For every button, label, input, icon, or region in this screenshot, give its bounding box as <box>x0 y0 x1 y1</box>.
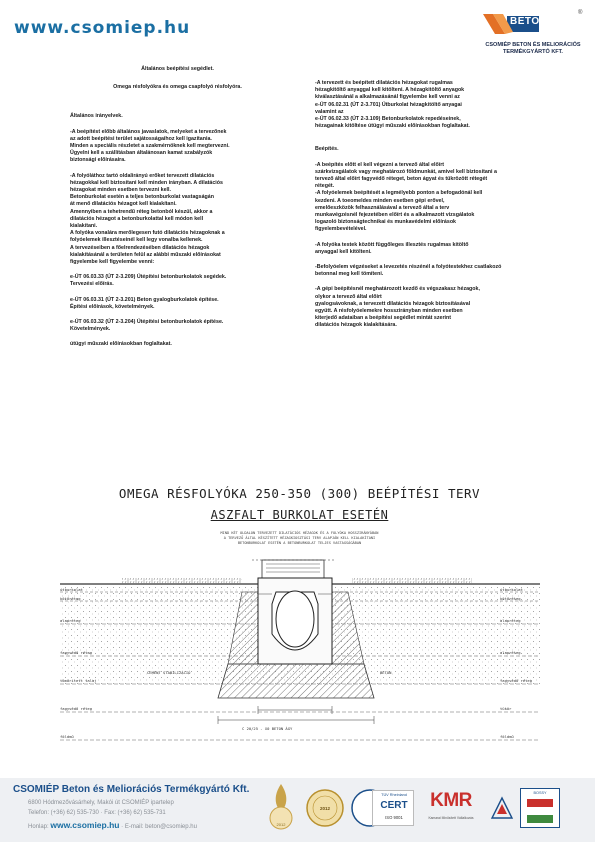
label-left-5: tömörített talaj <box>60 678 97 683</box>
boxed-logo-label: BOSSY <box>533 791 547 795</box>
footer-web-line <box>28 820 197 830</box>
paragraph-inlet-elements: -Befolyóelem végzéseket a levezetés részénél a folyótestekhez csatlakozó betonnal meg kell tömíteni. <box>315 264 502 278</box>
logo-company-line1: CSOMIÉP BETON ÉS MELIORÁCIÓS <box>485 42 581 48</box>
boxed-logo-badge <box>520 788 560 828</box>
document-title: Általános beépítési segédlet. <box>141 66 214 72</box>
paragraph-installation: -A beépítés előtt el kell végezni a tervező által előírt szárkvizsgálatok vagy meghatározó földmunkát, amivel kell biztosítani a tervező által előírt fagyvédő réteget, beton ágyat és tükrözött rétegét rétegét. -A folyóelemek beépítését a legmélyebb ponton a befogadónál kell kezdeni. A toeomeldes minden esetben gépi erővel, emelőeszközök felhasználásával a tervező által a terv munkavégzésnél fejezetében előírt és a alkalmazott vizsgálatok logazoló biztonságtechnikai és munkavédelmi előírások figyelembevételével. <box>315 161 497 233</box>
footer-company-name: CSOMIÉP Beton és Meliorációs Termékgyártó Kft. <box>13 784 250 795</box>
label-left-7: földmű <box>60 734 74 739</box>
label-right-4: alapréteg <box>500 650 521 655</box>
drawing-subtitle: ASZFALT BURKOLAT ESETÉN <box>210 508 389 522</box>
section-heading-installation: Beépítés. <box>315 146 339 153</box>
document-subtitle: Omega résfolyókra és omega csapfolyó résfolyóra. <box>113 84 242 91</box>
hungarian-flag-icon <box>527 799 553 823</box>
paragraph-joint-filling: -A tervezett és beépített dilatációs hézagokat rugalmas hézagkitöltő anyaggal kell kitölteni. A hézagkitöltő anyagok kiválasztásánál a alkalmazásánál figyelembe kell venni az e-ÚT 06.02.31 (ÚT 2-3.701) Útburkolat hézagkitöltő anyagai valamint az e-ÚT 06.02.33 (ÚT 2-3.109) Betonburkolatok repedéseinek, hézagainak kitöltése útügyi műszaki előírásokban foglaltakat. <box>315 80 470 130</box>
cert-main-text: CERT <box>380 800 408 811</box>
kmr-subtitle: Kamarai Minősített Vállalkozás <box>428 816 474 820</box>
label-concrete-bed: C 20/25 - X0 BETON ÁGY <box>242 726 293 731</box>
standard-reference-2: e-ÚT 06.03.31 (ÚT 2-3.201) Beton gyalogburkolatok építése. Építési előírások, követelmények. <box>70 296 219 310</box>
seal-year: 2012 <box>319 806 330 811</box>
site-url[interactable]: www.csomiep.hu <box>14 18 191 38</box>
footer-phone: Telefon: (+36) 62) 535-730 · Fax: (+36) 62) 535-731 <box>28 810 166 816</box>
label-left-2: kötőréteg <box>60 596 81 601</box>
kmr-badge <box>420 788 482 828</box>
label-cement-stabilization: CEMENT STABILIZÁCIÓ <box>147 670 191 675</box>
label-left-6: fagyvédő réteg <box>60 706 93 711</box>
label-left-1: útburkolat <box>60 587 83 592</box>
triangle-logo-icon <box>490 796 514 822</box>
award-year: 2012 <box>276 822 286 827</box>
footer-address: 6800 Hódmezővásárhely, Makói út CSOMIÉP ipartelep <box>28 800 174 806</box>
section-heading-general: Általános irányelvek. <box>70 113 123 120</box>
label-right-7: földmű <box>500 734 514 739</box>
footer-web-prefix: Honlap: <box>28 824 51 830</box>
cert-iso-text: ISO 9001 <box>385 815 403 820</box>
drawing-note-line-1: MIND KÉT OLDALON TERVEZETT DILATÁCIÓS HÉZAGOK ÉS A FOLYÓKA HOSSZIRÁNYÁBAN <box>220 531 379 535</box>
drawing-title: OMEGA RÉSFOLYÓKA 250-350 (300) BEÉPÍTÉSI TERV <box>118 486 481 501</box>
label-right-5: fagyvédő réteg <box>500 678 533 683</box>
label-concrete: BETON <box>380 670 392 675</box>
label-left-4: fagyvédő réteg <box>60 650 93 655</box>
installation-drawing <box>52 484 547 774</box>
logo-brand: BETON <box>510 16 548 27</box>
paragraph-dilatation: -A folyóláthoz tartó oldalirányú erőket tervezett dilatációs hézagokkal kell biztosítani kell minden irányban. A dilatációs hézagokat minden esetben tervezni kell. Betonburkolat esetén a teljes betonburkolat vastagságán át menő dilatációs hézagot kell kialakítani. Amennyiben a tehetrendű réteg betonból készül, akkor a dilatációs hézagot a betonburkolattal kell módon kell kialakítani. A folyóka vonalára merőlegesen futó dilatációs hézagoknak a folyóelemek illesztéseinél kell legy vonalba kellenek. A tervezéseiben a főelrendezésében dilatációs hézagok kialakításánál a területen felül az alábbi műszaki előírásokat figyelembe kell figyelembe venni: <box>70 172 225 266</box>
standard-reference-1: e-ÚT 06.03.33 (ÚT 2-3.209) Útépítési betonburkolatok segédek. Tervezési előírás. <box>70 274 227 288</box>
registered-mark: ® <box>578 10 583 16</box>
cert-top-text: TÜV Rheinland <box>381 793 407 797</box>
company-logo <box>478 8 588 58</box>
paragraph-intro: -A beépítést előbb általános javaslatok, melyeket a tervezőnek az adott beépítési terület sajátosságaihoz kell igazítania. Minden a speciális részletet a szakmérnöknek kell megtervezni. Ügyelni kell a szállításban általánosan kamat szabályzók biztonsági előírásaira. <box>70 128 230 164</box>
standard-reference-3: e-ÚT 06.03.32 (ÚT 2-3.204) Útépítési betonburkolatok építése. Követelmények. <box>70 319 224 333</box>
label-right-3: alapréteg <box>500 618 521 623</box>
page-footer <box>0 778 595 842</box>
paragraph-vertical-joints: -A folyóka testek között függőleges illesztés rugalmas kitöltő anyaggal kell kitölteni. <box>315 241 469 255</box>
logo-company-line2: TERMÉKGYÁRTÓ KFT. <box>503 49 563 55</box>
award-badge-icon <box>268 782 294 838</box>
label-right-1: útburkolat <box>500 587 523 592</box>
footer-web-link[interactable]: www.csomiep.hu <box>50 820 120 830</box>
footer-email[interactable]: · E-mail: beton@csomiep.hu <box>119 824 197 830</box>
paragraph-machine-install: -A gépi beépítésnél meghatározott kezdő és végszakasz hézagok, olykor a tervező által előírt gyalogsávoknak, a tervezett dilatációs hézagok biztosításával együtt. A résfolyóelemekre hosszirányban minden esetben kiterjedő adataiban a beépítési segédlet mintát szerint dilatációs hézagok kialakítására. <box>315 286 480 329</box>
label-right-2: kötőréteg <box>500 596 521 601</box>
left-text-column <box>70 58 285 349</box>
label-left-3: alapréteg <box>60 618 81 623</box>
paragraph-closing: útügyi műszaki előírásokban foglaltakat. <box>70 341 172 348</box>
right-text-column <box>315 80 530 330</box>
label-right-6: tükör <box>500 706 512 711</box>
cross-section-svg <box>52 484 547 774</box>
tuv-cert-badge <box>372 790 414 826</box>
drawing-note-line-2: A TERVEZŐ ÁLTAL KÉSZÍTETT HÉZAGKIOSZTÁSI TERV ALAPJÁN KELL KIALAKÍTANI <box>223 536 376 540</box>
kmr-logo-text: KMR <box>430 790 472 811</box>
drawing-note-line-3: BETONBURKOLAT ESETÉN A BETONBURKOLAT TELJES VASTAGSÁGÁBAN <box>237 541 362 545</box>
